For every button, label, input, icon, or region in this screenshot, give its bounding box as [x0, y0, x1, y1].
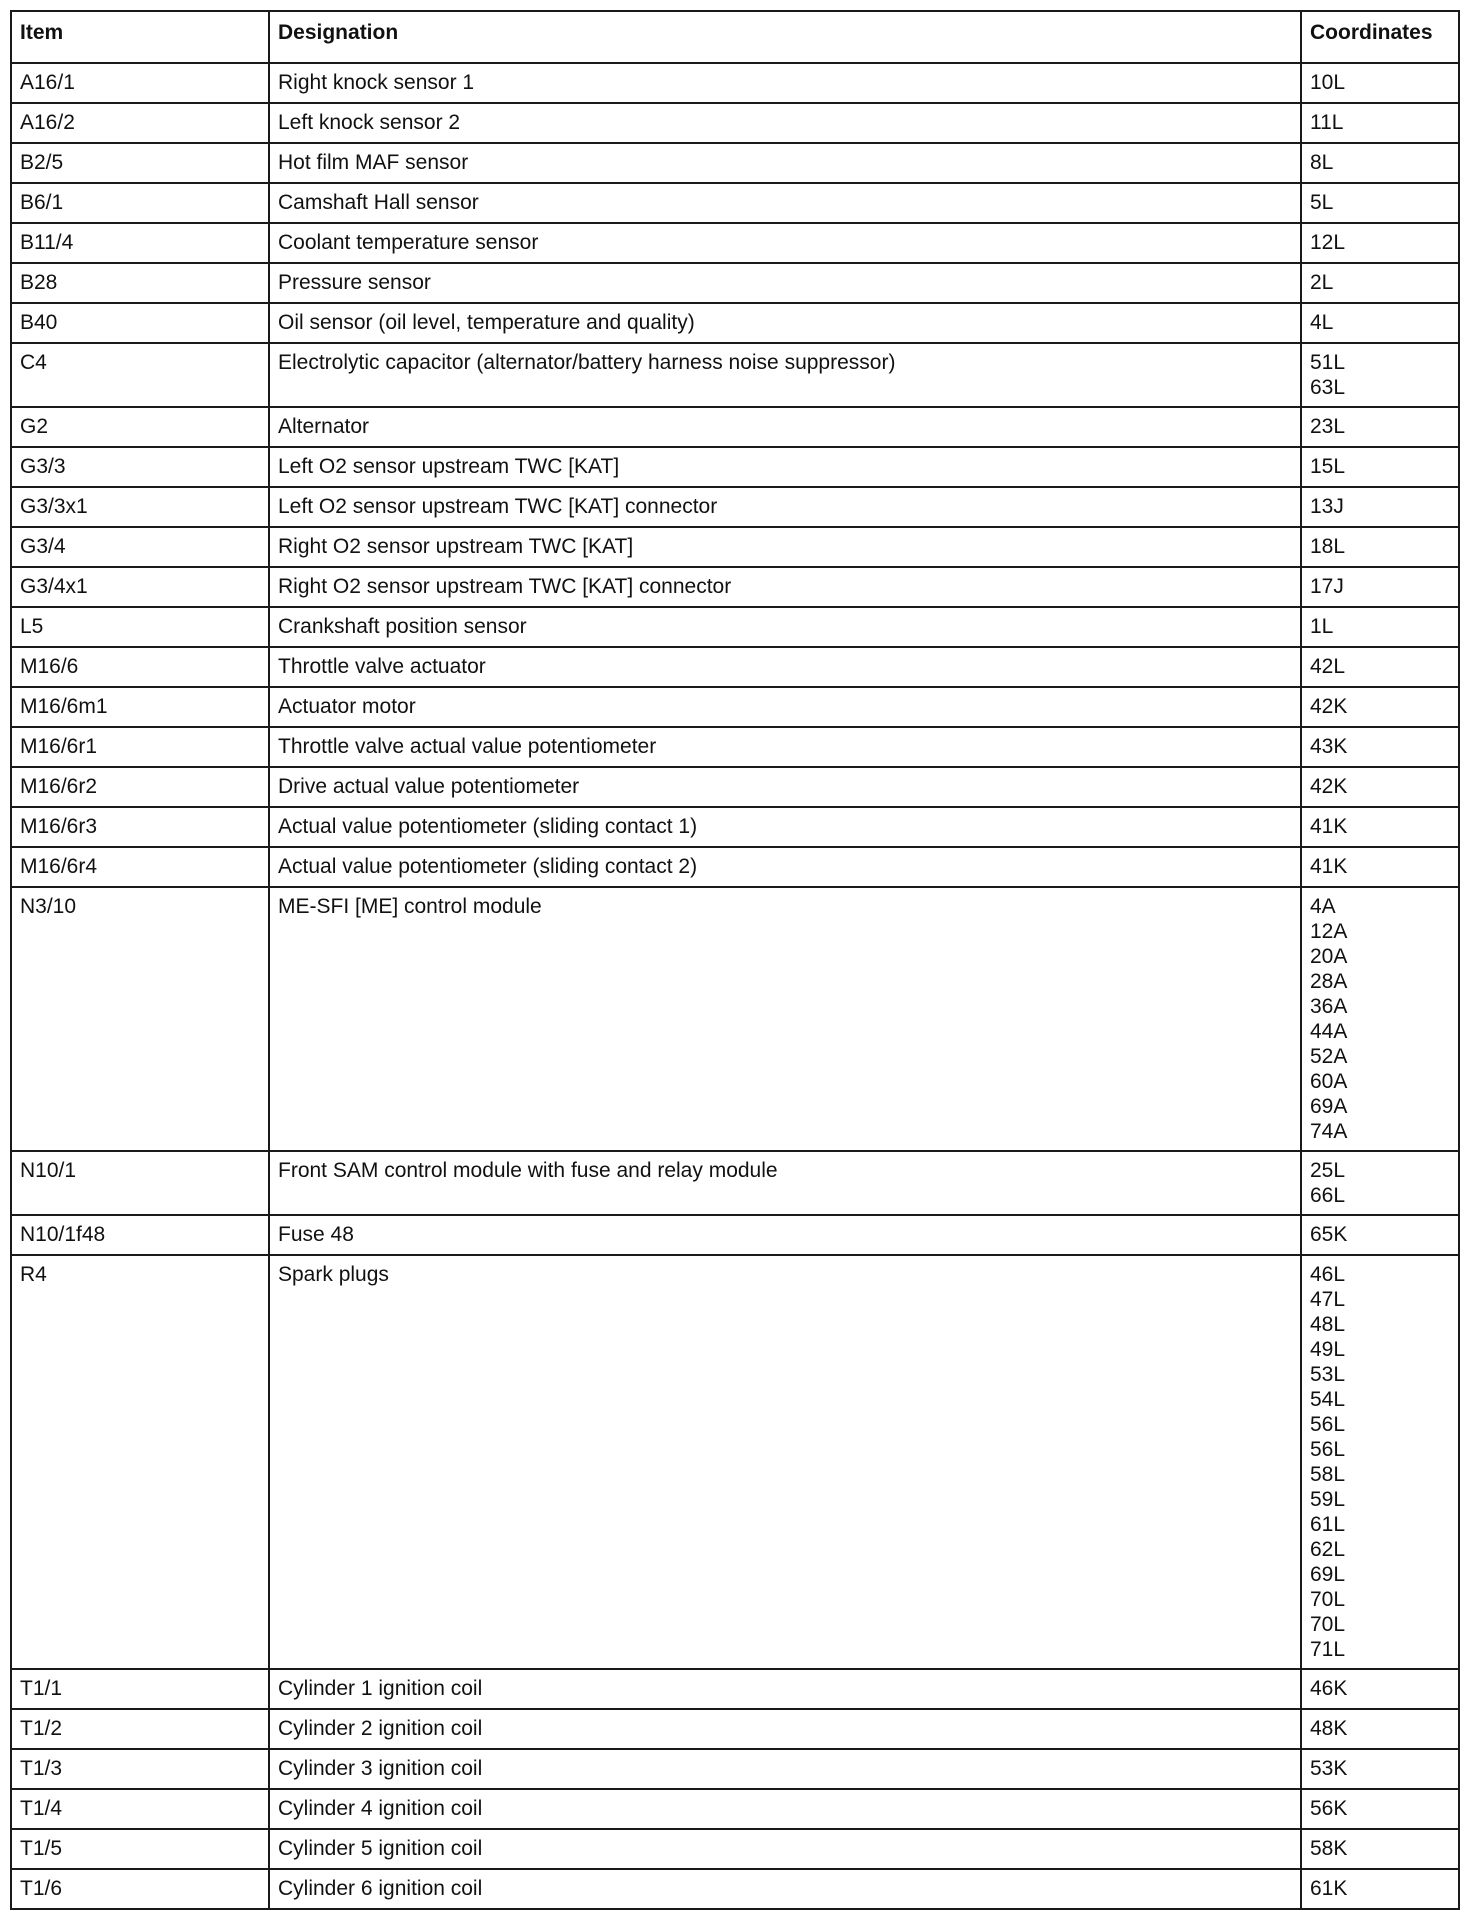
coordinates-cell: [1301, 407, 1459, 447]
table-row: [11, 847, 1459, 887]
designation-cell: Crankshaft position sensor: [269, 607, 1301, 647]
coordinate-value: 12A: [1310, 920, 1348, 943]
coordinate-value: 42K: [1310, 695, 1348, 718]
designation-cell: Cylinder 3 ignition coil: [269, 1749, 1301, 1789]
table-row: [11, 567, 1459, 607]
table-header: [11, 11, 1459, 63]
designation-cell: Cylinder 2 ignition coil: [269, 1709, 1301, 1749]
coordinates-cell: [1301, 1669, 1459, 1709]
coordinates-cell: [1301, 1255, 1459, 1669]
item-cell: M16/6m1: [11, 687, 269, 727]
coordinate-value: 13J: [1310, 495, 1344, 518]
table-row: [11, 183, 1459, 223]
item-cell: B2/5: [11, 143, 269, 183]
item-cell: G3/4: [11, 527, 269, 567]
designation-cell: Throttle valve actuator: [269, 647, 1301, 687]
coordinate-value: 54L: [1310, 1388, 1346, 1411]
item-cell: T1/6: [11, 1869, 269, 1909]
column-header-item: Item: [11, 11, 269, 63]
coordinates-cell: [1301, 607, 1459, 647]
item-cell: G2: [11, 407, 269, 447]
coordinate-value: 48K: [1310, 1717, 1348, 1740]
column-header-designation: Designation: [269, 11, 1301, 63]
item-cell: B11/4: [11, 223, 269, 263]
table-row: [11, 1215, 1459, 1255]
coordinate-value: 18L: [1310, 535, 1346, 558]
coordinate-value: 58K: [1310, 1837, 1348, 1860]
coordinates-cell: [1301, 1749, 1459, 1789]
coordinates-cell: [1301, 527, 1459, 567]
coordinate-value: 61K: [1310, 1877, 1348, 1900]
designation-cell: Fuse 48: [269, 1215, 1301, 1255]
table-row: [11, 343, 1459, 407]
coordinate-value: 2L: [1310, 271, 1334, 294]
designation-cell: Camshaft Hall sensor: [269, 183, 1301, 223]
coordinate-value: 58L: [1310, 1463, 1346, 1486]
designation-cell: Left knock sensor 2: [269, 103, 1301, 143]
item-cell: T1/4: [11, 1789, 269, 1829]
table-row: [11, 1255, 1459, 1669]
designation-cell: Spark plugs: [269, 1255, 1301, 1669]
coordinate-value: 48L: [1310, 1313, 1346, 1336]
table-row: [11, 1789, 1459, 1829]
coordinate-value: 10L: [1310, 71, 1346, 94]
coordinates-cell: [1301, 103, 1459, 143]
table-row: [11, 407, 1459, 447]
coordinate-value: 65K: [1310, 1223, 1348, 1246]
coordinate-value: 62L: [1310, 1538, 1346, 1561]
table-row: [11, 887, 1459, 1151]
designation-cell: Right knock sensor 1: [269, 63, 1301, 103]
item-cell: M16/6r3: [11, 807, 269, 847]
coordinates-cell: [1301, 487, 1459, 527]
table-row: [11, 607, 1459, 647]
coordinate-value: 44A: [1310, 1020, 1348, 1043]
designation-cell: Coolant temperature sensor: [269, 223, 1301, 263]
item-cell: T1/3: [11, 1749, 269, 1789]
coordinate-value: 28A: [1310, 970, 1348, 993]
table-row: [11, 527, 1459, 567]
table-row: [11, 487, 1459, 527]
coordinate-value: 59L: [1310, 1488, 1346, 1511]
item-cell: G3/3x1: [11, 487, 269, 527]
coordinate-value: 56L: [1310, 1413, 1346, 1436]
coordinate-value: 56K: [1310, 1797, 1348, 1820]
coordinates-cell: [1301, 687, 1459, 727]
table-row: [11, 1669, 1459, 1709]
item-cell: G3/3: [11, 447, 269, 487]
item-cell: C4: [11, 343, 269, 407]
designation-cell: Pressure sensor: [269, 263, 1301, 303]
coordinate-value: 53K: [1310, 1757, 1348, 1780]
table-row: [11, 647, 1459, 687]
table-row: [11, 807, 1459, 847]
coordinate-value: 36A: [1310, 995, 1348, 1018]
table-row: [11, 767, 1459, 807]
coordinates-cell: [1301, 1709, 1459, 1749]
item-cell: A16/1: [11, 63, 269, 103]
coordinate-value: 46L: [1310, 1263, 1346, 1286]
item-cell: B28: [11, 263, 269, 303]
item-cell: M16/6r1: [11, 727, 269, 767]
coordinates-cell: [1301, 887, 1459, 1151]
table-row: [11, 1709, 1459, 1749]
designation-cell: Alternator: [269, 407, 1301, 447]
coordinate-value: 70L: [1310, 1613, 1346, 1636]
designation-cell: Actual value potentiometer (sliding contact 1): [269, 807, 1301, 847]
header-row: [11, 11, 1459, 63]
coordinate-value: 25L: [1310, 1159, 1346, 1182]
coordinate-value: 4L: [1310, 311, 1334, 334]
coordinates-cell: [1301, 847, 1459, 887]
column-header-coordinates: Coordinates: [1301, 11, 1459, 63]
coordinate-value: 11L: [1310, 111, 1344, 134]
coordinate-value: 42K: [1310, 775, 1348, 798]
coordinate-value: 60A: [1310, 1070, 1348, 1093]
item-cell: R4: [11, 1255, 269, 1669]
item-cell: A16/2: [11, 103, 269, 143]
table-body: [11, 63, 1459, 1909]
designation-cell: Hot film MAF sensor: [269, 143, 1301, 183]
item-cell: N10/1f48: [11, 1215, 269, 1255]
coordinates-cell: [1301, 1215, 1459, 1255]
coordinates-cell: [1301, 63, 1459, 103]
item-cell: L5: [11, 607, 269, 647]
designation-cell: Oil sensor (oil level, temperature and quality): [269, 303, 1301, 343]
coordinate-value: 15L: [1310, 455, 1346, 478]
table-row: [11, 143, 1459, 183]
coordinate-value: 70L: [1310, 1588, 1346, 1611]
item-cell: T1/1: [11, 1669, 269, 1709]
coordinate-value: 49L: [1310, 1338, 1346, 1361]
table-row: [11, 447, 1459, 487]
coordinates-cell: [1301, 1829, 1459, 1869]
designation-cell: Actuator motor: [269, 687, 1301, 727]
coordinates-cell: [1301, 143, 1459, 183]
coordinates-cell: [1301, 1151, 1459, 1215]
coordinate-value: 52A: [1310, 1045, 1348, 1068]
table-row: [11, 63, 1459, 103]
coordinates-cell: [1301, 567, 1459, 607]
coordinates-cell: [1301, 727, 1459, 767]
designation-cell: Electrolytic capacitor (alternator/battery harness noise suppressor): [269, 343, 1301, 407]
coordinate-value: 63L: [1310, 376, 1346, 399]
designation-cell: ME-SFI [ME] control module: [269, 887, 1301, 1151]
coordinates-cell: [1301, 223, 1459, 263]
designation-cell: Front SAM control module with fuse and relay module: [269, 1151, 1301, 1215]
designation-cell: Left O2 sensor upstream TWC [KAT] connector: [269, 487, 1301, 527]
coordinates-cell: [1301, 343, 1459, 407]
coordinates-cell: [1301, 183, 1459, 223]
coordinate-value: 41K: [1310, 815, 1348, 838]
coordinate-value: 66L: [1310, 1184, 1346, 1207]
coordinate-value: 56L: [1310, 1438, 1346, 1461]
designation-cell: Right O2 sensor upstream TWC [KAT] connector: [269, 567, 1301, 607]
coordinate-value: 8L: [1310, 151, 1334, 174]
designation-cell: Throttle valve actual value potentiometer: [269, 727, 1301, 767]
designation-cell: Cylinder 6 ignition coil: [269, 1869, 1301, 1909]
item-cell: N3/10: [11, 887, 269, 1151]
table-row: [11, 263, 1459, 303]
coordinates-cell: [1301, 807, 1459, 847]
coordinates-cell: [1301, 263, 1459, 303]
coordinate-value: 17J: [1310, 575, 1344, 598]
coordinate-value: 4A: [1310, 895, 1336, 918]
table-row: [11, 727, 1459, 767]
item-cell: T1/5: [11, 1829, 269, 1869]
coordinate-value: 69A: [1310, 1095, 1348, 1118]
coordinate-value: 61L: [1310, 1513, 1346, 1536]
coordinates-cell: [1301, 303, 1459, 343]
coordinate-value: 43K: [1310, 735, 1348, 758]
coordinates-cell: [1301, 1789, 1459, 1829]
item-cell: T1/2: [11, 1709, 269, 1749]
coordinate-value: 47L: [1310, 1288, 1346, 1311]
coordinate-value: 23L: [1310, 415, 1346, 438]
coordinate-value: 20A: [1310, 945, 1348, 968]
coordinate-value: 5L: [1310, 191, 1334, 214]
component-legend-table: [10, 10, 1460, 1910]
designation-cell: Cylinder 4 ignition coil: [269, 1789, 1301, 1829]
item-cell: N10/1: [11, 1151, 269, 1215]
designation-cell: Drive actual value potentiometer: [269, 767, 1301, 807]
coordinate-value: 69L: [1310, 1563, 1346, 1586]
item-cell: G3/4x1: [11, 567, 269, 607]
coordinate-value: 1L: [1310, 615, 1334, 638]
designation-cell: Cylinder 5 ignition coil: [269, 1829, 1301, 1869]
table-row: [11, 1749, 1459, 1789]
designation-cell: Actual value potentiometer (sliding contact 2): [269, 847, 1301, 887]
table-row: [11, 103, 1459, 143]
coordinate-value: 42L: [1310, 655, 1346, 678]
table-row: [11, 223, 1459, 263]
table-row: [11, 1151, 1459, 1215]
designation-cell: Left O2 sensor upstream TWC [KAT]: [269, 447, 1301, 487]
designation-cell: Cylinder 1 ignition coil: [269, 1669, 1301, 1709]
item-cell: M16/6: [11, 647, 269, 687]
table-row: [11, 1829, 1459, 1869]
item-cell: M16/6r4: [11, 847, 269, 887]
coordinate-value: 51L: [1310, 351, 1346, 374]
item-cell: B40: [11, 303, 269, 343]
table-row: [11, 1869, 1459, 1909]
coordinate-value: 12L: [1310, 231, 1346, 254]
coordinates-cell: [1301, 647, 1459, 687]
coordinates-cell: [1301, 447, 1459, 487]
coordinate-value: 41K: [1310, 855, 1348, 878]
coordinate-value: 74A: [1310, 1120, 1348, 1143]
coordinates-cell: [1301, 1869, 1459, 1909]
item-cell: B6/1: [11, 183, 269, 223]
coordinates-cell: [1301, 767, 1459, 807]
coordinate-value: 46K: [1310, 1677, 1348, 1700]
coordinate-value: 71L: [1310, 1638, 1346, 1661]
table-row: [11, 303, 1459, 343]
table-row: [11, 687, 1459, 727]
coordinate-value: 53L: [1310, 1363, 1346, 1386]
item-cell: M16/6r2: [11, 767, 269, 807]
designation-cell: Right O2 sensor upstream TWC [KAT]: [269, 527, 1301, 567]
